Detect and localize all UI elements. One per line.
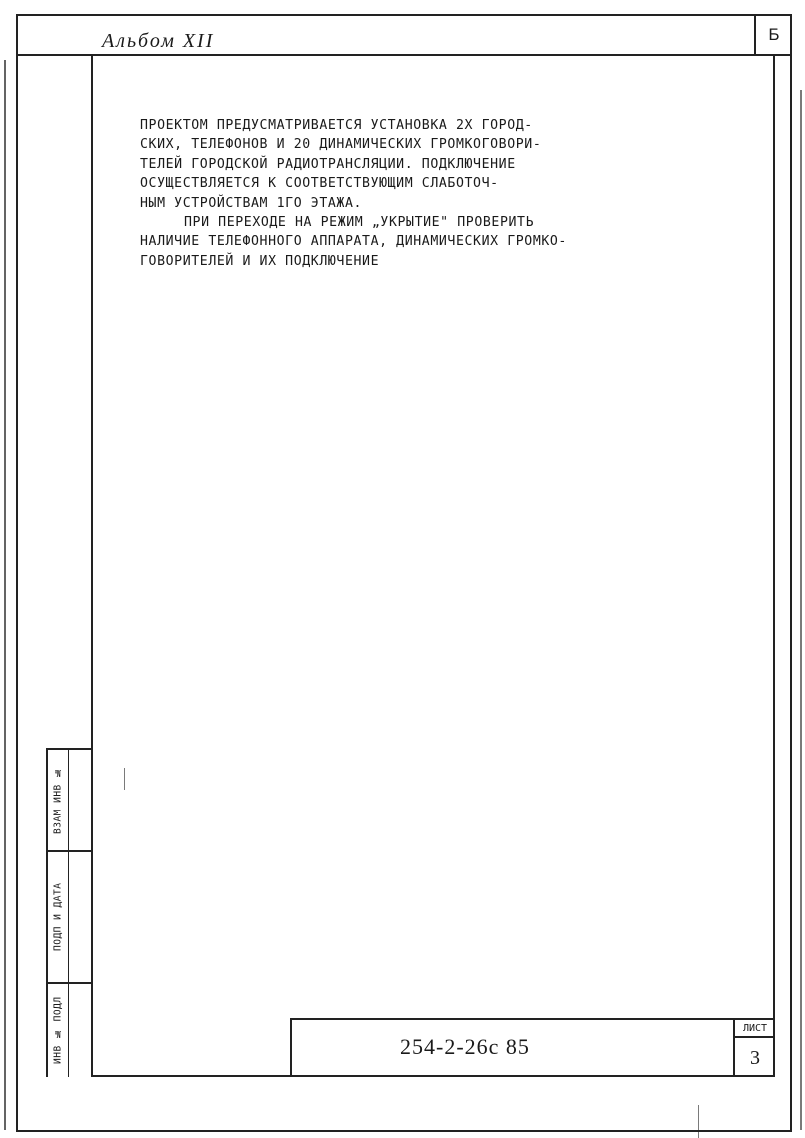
title-block: [290, 1018, 775, 1077]
sheet-box: [733, 1020, 775, 1077]
sheet-number: 3: [750, 1046, 760, 1069]
note-line: ПРОЕКТОМ ПРЕДУСМАТРИВАЕТСЯ УСТАНОВКА 2Х ГОРОД-: [140, 118, 533, 133]
note-line: ГОВОРИТЕЛЕЙ И ИХ ПОДКЛЮЧЕНИЕ: [140, 253, 380, 269]
note-line: ОСУЩЕСТВЛЯЕТСЯ К СООТВЕТСТВУЮЩИМ СЛАБОТОЧ-: [140, 176, 499, 192]
note-line: СКИХ, ТЕЛЕФОНОВ И 20 ДИНАМИЧЕСКИХ ГРОМКОГОВОРИ-: [140, 137, 542, 153]
side-label-signature-date: ПОДП И ДАТА: [52, 882, 64, 952]
scan-edge-right: [800, 90, 802, 1130]
scan-edge-left: [4, 60, 6, 1130]
side-label-replacement-inv: ВЗАМ ИНВ №: [52, 766, 64, 834]
album-title: Альбом XII: [102, 30, 215, 52]
sheet-label: ЛИСТ: [735, 1020, 775, 1038]
note-line: ТЕЛЕЙ ГОРОДСКОЙ РАДИОТРАНСЛЯЦИИ. ПОДКЛЮЧЕНИЕ: [140, 156, 516, 172]
note-text: [140, 116, 700, 271]
corner-mark: Б: [754, 16, 792, 54]
scan-mark: [124, 768, 125, 790]
note-line: ПРИ ПЕРЕХОДЕ НА РЕЖИМ „УКРЫТИЕ" ПРОВЕРИТЬ: [184, 215, 535, 231]
side-label-original-inv: ИНВ № ПОДЛ: [52, 996, 64, 1065]
scan-mark: [698, 1105, 699, 1138]
note-line: НЫМ УСТРОЙСТВАМ 1ГО ЭТАЖА.: [140, 195, 363, 211]
note-line: НАЛИЧИЕ ТЕЛЕФОННОГО АППАРАТА, ДИНАМИЧЕСКИХ ГРОМКО-: [140, 234, 567, 250]
document-code: 254-2-26с 85: [400, 1034, 530, 1059]
side-stamp: [46, 748, 93, 1077]
